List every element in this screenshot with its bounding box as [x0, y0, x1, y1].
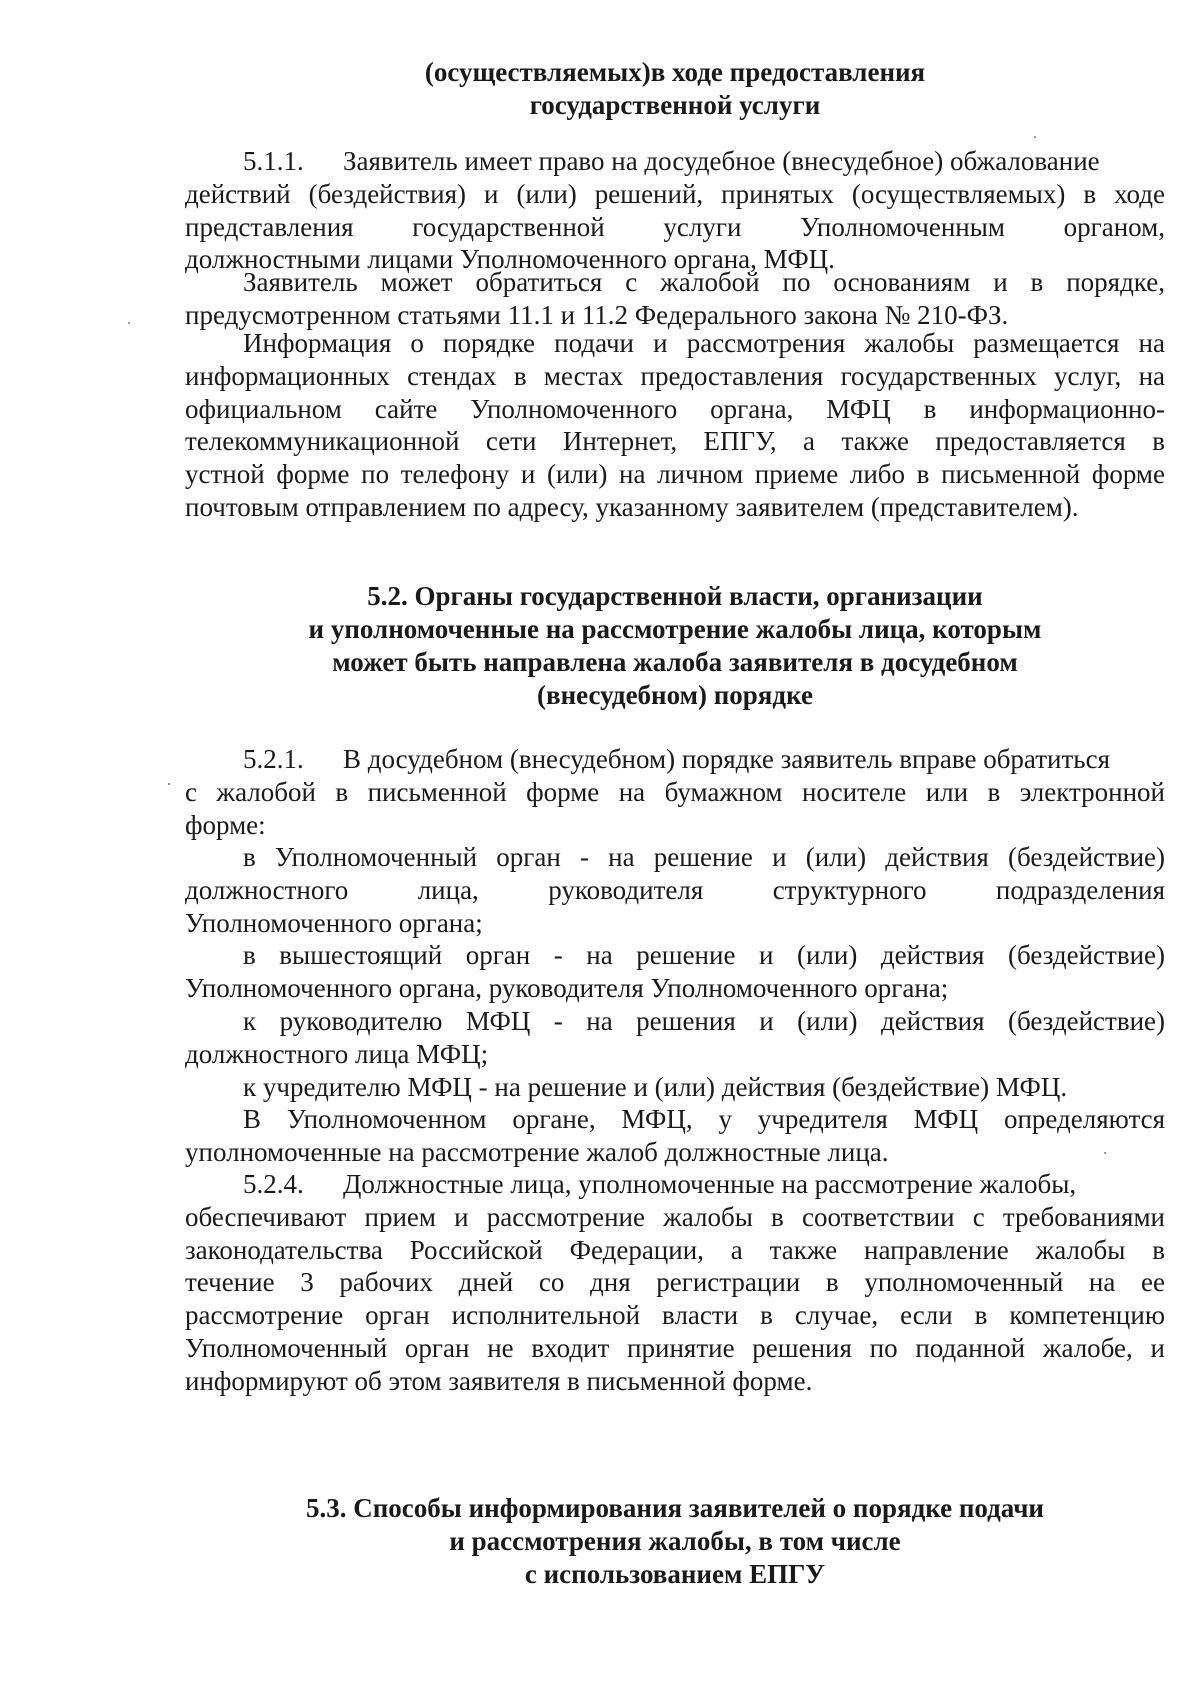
list-item-line: Уполномоченного органа;	[185, 907, 483, 938]
heading-line: государственной услуги	[529, 90, 821, 120]
scan-speck	[168, 783, 170, 785]
paragraph-line: Должностные лица, уполномоченные на рассмотрение жалобы,	[343, 1169, 1077, 1199]
heading-line: и рассмотрения жалобы, в том числе	[449, 1526, 901, 1556]
heading-line: 5.3. Способы информирования заявителей о порядке подачи	[306, 1493, 1044, 1523]
paragraph-5-1-1	[185, 145, 1165, 276]
paragraph-5-2-1	[185, 743, 1165, 841]
paragraph-line: предусмотренном статьями 11.1 и 11.2 Федерального закона № 210-ФЗ.	[185, 299, 1009, 330]
paragraph-grounds	[185, 266, 1165, 332]
paragraph-line: информационных стендах в местах предоставления государственных услуг, на	[185, 360, 1165, 391]
scan-speck	[128, 322, 130, 324]
paragraph-line: рассмотрение орган исполнительной власти в случае, если в компетенцию	[185, 1300, 1165, 1331]
paragraph-line: почтовым отправлением по адресу, указанному заявителем (представителем).	[185, 491, 1079, 522]
paragraph-line: течение 3 рабочих дней со дня регистрации в уполномоченный на ее	[185, 1267, 1165, 1298]
list-item-line: должностного лица, руководителя структурного подразделения	[185, 874, 1165, 905]
scan-speck	[1104, 1152, 1106, 1154]
list-item-line: в вышестоящий орган - на решение и (или) действия (бездействие)	[243, 940, 1165, 971]
paragraph-line: обеспечивают прием и рассмотрение жалобы в соответствии с требованиями	[185, 1201, 1165, 1232]
heading-line: (осуществляемых)в ходе предоставления	[424, 57, 926, 87]
list-item-line: в Уполномоченный орган - на решение и (или) действия (бездействие)	[243, 842, 1165, 872]
list-item-line: Уполномоченного органа, руководителя Уполномоченного органа;	[185, 973, 949, 1004]
clause-number: 5.1.1.	[243, 146, 304, 176]
paragraph-line: представления государственной услуги Уполномоченным органом,	[185, 211, 1165, 242]
paragraph-line: действий (бездействия) и (или) решений, принятых (осуществляемых) в ходе	[185, 178, 1165, 209]
scan-speck	[1034, 136, 1036, 138]
paragraph-line: информируют об этом заявителя в письменной форме.	[185, 1365, 813, 1396]
paragraph-line: Заявитель имеет право на досудебное (внесудебное) обжалование	[343, 146, 1100, 176]
heading-line: может быть направлена жалоба заявителя в досудебном	[332, 647, 1018, 677]
paragraph-line: официальном сайте Уполномоченного органа, МФЦ в информационно-	[185, 393, 1165, 424]
paragraph-line: должностными лицами Уполномоченного органа, МФЦ.	[185, 244, 835, 275]
complaint-addressees-list	[185, 841, 1165, 1169]
paragraph-line: Заявитель может обратиться с жалобой по основаниям и в порядке,	[243, 267, 1165, 297]
paragraph-line: Уполномоченный орган не входит принятие решения по поданной жалобе, и	[185, 1332, 1165, 1363]
paragraph-information	[185, 327, 1165, 524]
section-heading-5-3	[185, 1492, 1165, 1591]
paragraph-line: с жалобой в письменной форме на бумажном носителе или в электронной	[185, 776, 1165, 807]
clause-number: 5.2.4.	[243, 1169, 304, 1199]
paragraph-line: В досудебном (внесудебном) порядке заявитель вправе обратиться	[343, 744, 1110, 774]
heading-line: и уполномоченные на рассмотрение жалобы лица, которым	[308, 614, 1042, 644]
paragraph-line: устной форме по телефону и (или) на личном приеме либо в письменной форме	[185, 459, 1165, 490]
heading-line: (внесудебном) порядке	[537, 680, 813, 710]
paragraph-line: телекоммуникационной сети Интернет, ЕПГУ, а также предоставляется в	[185, 426, 1165, 457]
paragraph-line: законодательства Российской Федерации, а также направление жалобы в	[185, 1234, 1165, 1265]
list-item-line: В Уполномоченном органе, МФЦ, у учредителя МФЦ определяются	[243, 1104, 1165, 1135]
list-item-line: уполномоченные на рассмотрение жалоб должностные лица.	[185, 1137, 889, 1168]
heading-line: 5.2. Органы государственной власти, организации	[367, 581, 983, 611]
paragraph-line: форме:	[185, 809, 266, 840]
paragraph-5-2-4	[185, 1168, 1165, 1398]
section-heading-continuation	[185, 56, 1165, 122]
paragraph-line: Информация о порядке подачи и рассмотрения жалобы размещается на	[243, 328, 1165, 358]
list-item-line: должностного лица МФЦ;	[185, 1038, 489, 1069]
section-heading-5-2	[185, 580, 1165, 712]
clause-number: 5.2.1.	[243, 744, 304, 774]
heading-line: с использованием ЕПГУ	[524, 1559, 826, 1589]
list-item-line: к учредителю МФЦ - на решение и (или) действия (бездействие) МФЦ.	[243, 1071, 1068, 1102]
list-item-line: к руководителю МФЦ - на решения и (или) действия (бездействие)	[243, 1005, 1165, 1036]
